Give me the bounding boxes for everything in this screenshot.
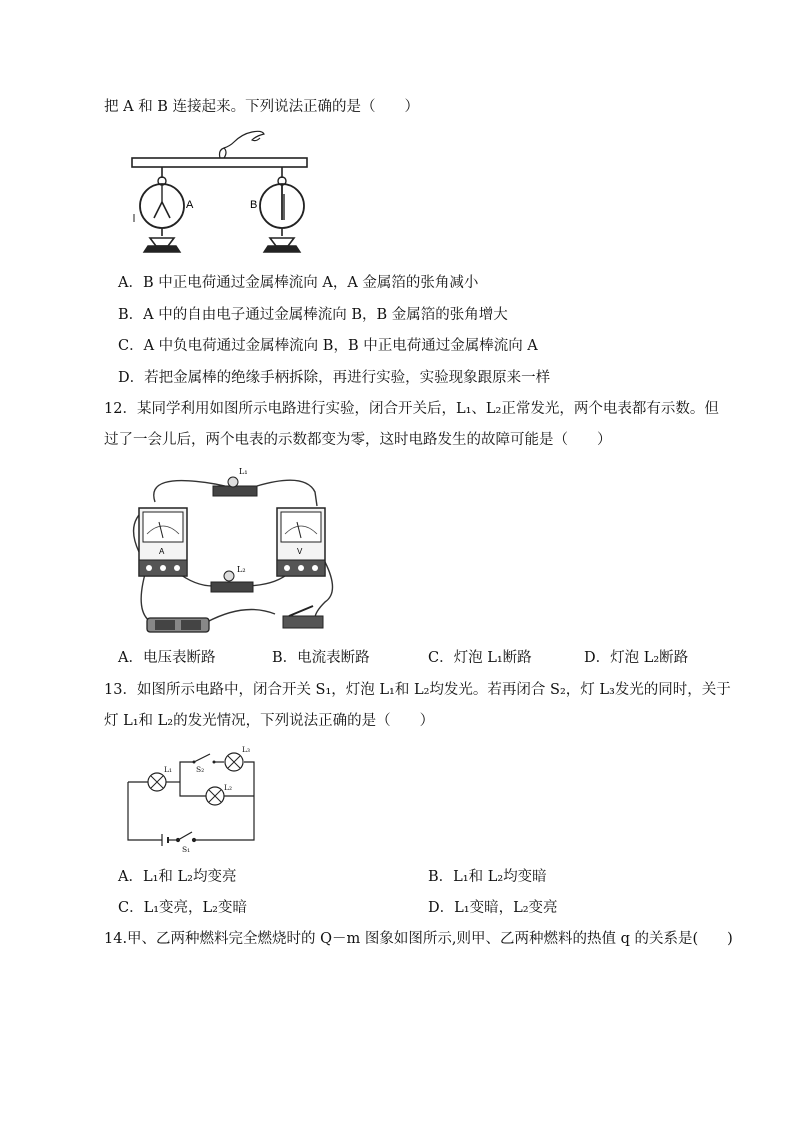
q12-option-c[interactable]: C．灯泡 L₁断路 [428,650,532,666]
lamp-l2-icon [206,787,224,805]
q11-option-b[interactable]: B．A 中的自由电子通过金属棒流向 B，B 金属箔的张角增大 [118,307,508,323]
svg-text:L₂: L₂ [237,565,246,574]
q11-stem: 把 A 和 B 连接起来。下列说法正确的是（ ） [104,99,420,115]
q12-stem-line1: 12．某同学利用如图所示电路进行实验，闭合开关后，L₁、L₂正常发光，两个电表都有示数。但 [104,401,719,417]
q12-option-a[interactable]: A．电压表断路 [118,650,216,666]
q13-option-d[interactable]: D．L₁变暗，L₂变亮 [428,900,558,916]
bulb-l2-icon [211,565,253,592]
q12-stem-line2: 过了一会儿后，两个电表的示数都变为零，这时电路发生的故障可能是（ ） [104,432,612,448]
svg-text:L₃: L₃ [242,745,250,754]
q11-option-a[interactable]: A．B 中正电荷通过金属棒流向 A，A 金属箔的张角减小 [118,275,479,291]
ammeter-icon [139,508,187,576]
label-b: B [250,199,258,211]
svg-text:L₂: L₂ [224,783,232,792]
lamp-l1-icon [148,773,166,791]
q13-option-b[interactable]: B．L₁和 L₂均变暗 [428,869,547,885]
q11-option-c[interactable]: C．A 中负电荷通过金属棒流向 B，B 中正电荷通过金属棒流向 A [118,338,538,354]
q13-option-c[interactable]: C．L₁变亮，L₂变暗 [118,900,247,916]
q13-option-a[interactable]: A．L₁和 L₂均变亮 [118,869,237,885]
svg-text:L₁: L₁ [164,765,172,774]
electroscope-figure [120,128,310,260]
battery-icon [147,618,209,632]
voltmeter-icon [277,508,325,576]
svg-text:S₁: S₁ [182,845,191,854]
q11-option-d[interactable]: D．若把金属棒的绝缘手柄拆除，再进行实验，实验现象跟原来一样 [118,370,551,386]
q14-stem-line1: 14.甲、乙两种燃料完全燃烧时的 Q－m 图象如图所示,则甲、乙两种燃料的热值 q 的关系是( ) [104,931,733,947]
q13-stem-line1: 13．如图所示电路中，闭合开关 S₁，灯泡 L₁和 L₂均发光。若再闭合 S₂，灯 L₃发光的同时，关于 [104,682,731,698]
q12-option-b[interactable]: B．电流表断路 [272,650,370,666]
lamp-l3-icon [225,753,243,771]
q12-option-d[interactable]: D．灯泡 L₂断路 [584,650,689,666]
svg-text:V: V [297,547,303,556]
svg-text:A: A [159,547,165,556]
svg-text:L₁: L₁ [239,467,248,476]
circuit-diagram-figure [124,742,269,852]
bulb-l1-icon [213,467,257,496]
svg-text:S₂: S₂ [196,765,205,774]
circuit-photo-figure [125,462,345,640]
switch-icon [283,606,323,628]
label-a: A [186,199,194,211]
q13-stem-line2: 灯 L₁和 L₂的发光情况，下列说法正确的是（ ） [104,713,435,729]
